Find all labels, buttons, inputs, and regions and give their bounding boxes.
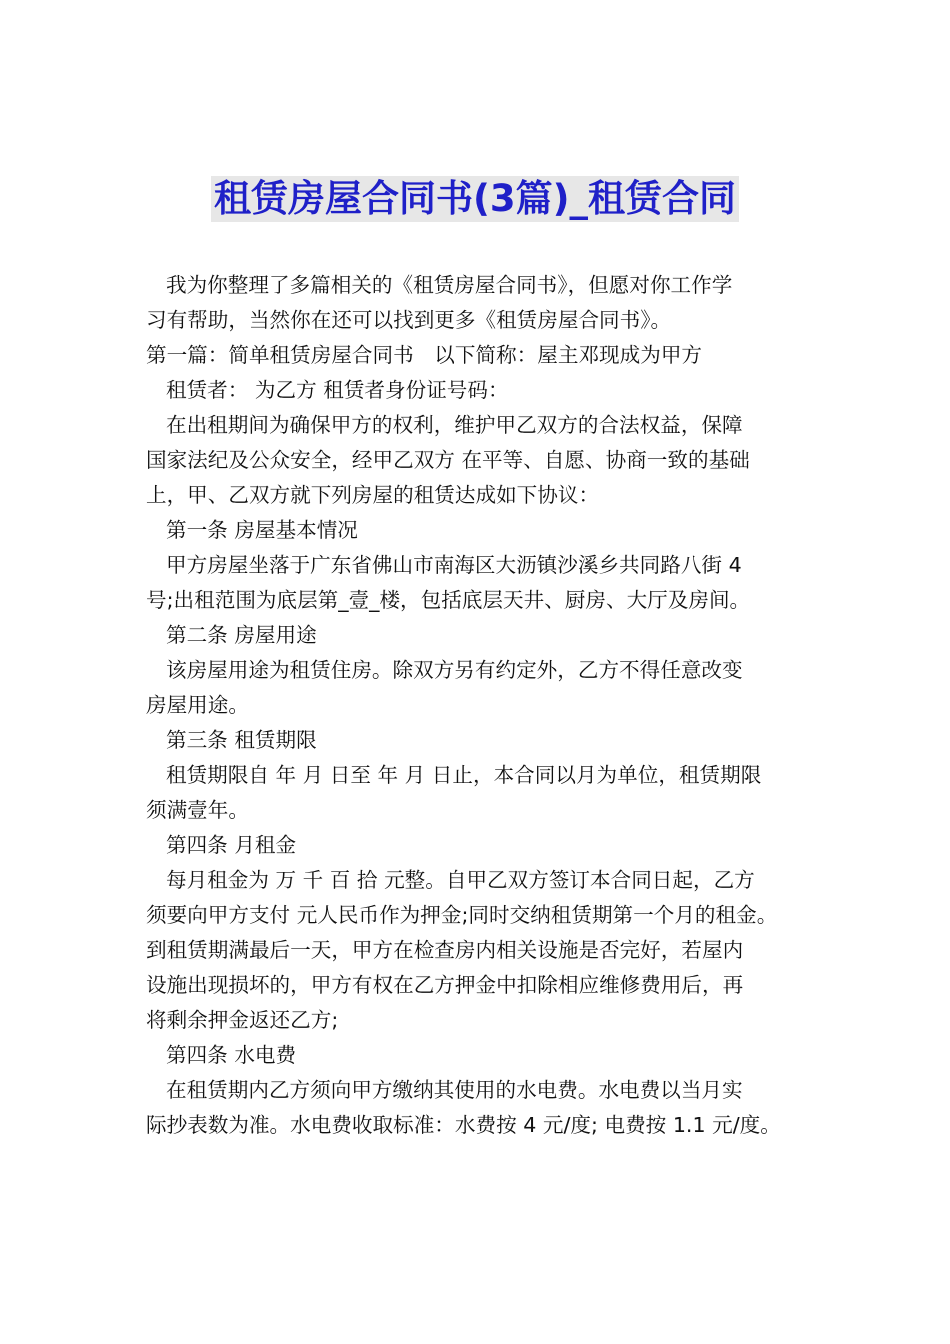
body-line: 第四条 月租金 bbox=[166, 833, 297, 857]
document-body bbox=[146, 268, 826, 1143]
title-container bbox=[0, 176, 950, 222]
body-line: 第二条 房屋用途 bbox=[166, 623, 317, 647]
body-line: 习有帮助，当然你在还可以找到更多《租赁房屋合同书》。 bbox=[146, 308, 672, 332]
body-line: 租赁期限自 年 月 日至 年 月 日止，本合同以月为单位，租赁期限 bbox=[166, 763, 762, 787]
body-line: 设施出现损坏的，甲方有权在乙方押金中扣除相应维修费用后，再 bbox=[146, 973, 744, 997]
body-line: 第四条 水电费 bbox=[166, 1043, 297, 1067]
body-line: 房屋用途。 bbox=[146, 693, 249, 717]
body-line: 甲方房屋坐落于广东省佛山市南海区大沥镇沙溪乡共同路八街 4 bbox=[166, 553, 742, 577]
body-line: 每月租金为 万 千 百 拾 元整。自甲乙双方签订本合同日起，乙方 bbox=[166, 868, 755, 892]
body-line: 须满壹年。 bbox=[146, 798, 249, 822]
body-line: 我为你整理了多篇相关的《租赁房屋合同书》，但愿对你工作学 bbox=[166, 273, 733, 297]
body-line: 第三条 租赁期限 bbox=[166, 728, 317, 752]
body-line: 在租赁期内乙方须向甲方缴纳其使用的水电费。水电费以当月实 bbox=[166, 1078, 743, 1102]
body-line: 将剩余押金返还乙方; bbox=[146, 1008, 339, 1032]
body-line: 国家法纪及公众安全，经甲乙双方 在平等、自愿、协商一致的基础 bbox=[146, 448, 750, 472]
body-line: 号;出租范围为底层第_壹_楼，包括底层天井、厨房、大厅及房间。 bbox=[146, 588, 751, 612]
body-line: 际抄表数为准。水电费收取标准：水费按 4 元/度; 电费按 1.1 元/度。 bbox=[146, 1113, 781, 1137]
body-line: 该房屋用途为租赁住房。除双方另有约定外，乙方不得任意改变 bbox=[166, 658, 743, 682]
body-line: 租赁者： 为乙方 租赁者身份证号码： bbox=[166, 378, 509, 402]
body-line: 在出租期间为确保甲方的权利，维护甲乙双方的合法权益，保障 bbox=[166, 413, 743, 437]
body-line: 第一条 房屋基本情况 bbox=[166, 518, 358, 542]
body-line: 第一篇：简单租赁房屋合同书 以下简称：屋主邓现成为甲方 bbox=[146, 343, 703, 367]
body-line: 上，甲、乙双方就下列房屋的租赁达成如下协议： bbox=[146, 483, 600, 507]
document-title: 租赁房屋合同书(3篇)_租赁合同 bbox=[211, 176, 739, 222]
body-line: 到租赁期满最后一天，甲方在检查房内相关设施是否完好，若屋内 bbox=[146, 938, 744, 962]
body-line: 须要向甲方支付 元人民币作为押金;同时交纳租赁期第一个月的租金。 bbox=[146, 903, 778, 927]
